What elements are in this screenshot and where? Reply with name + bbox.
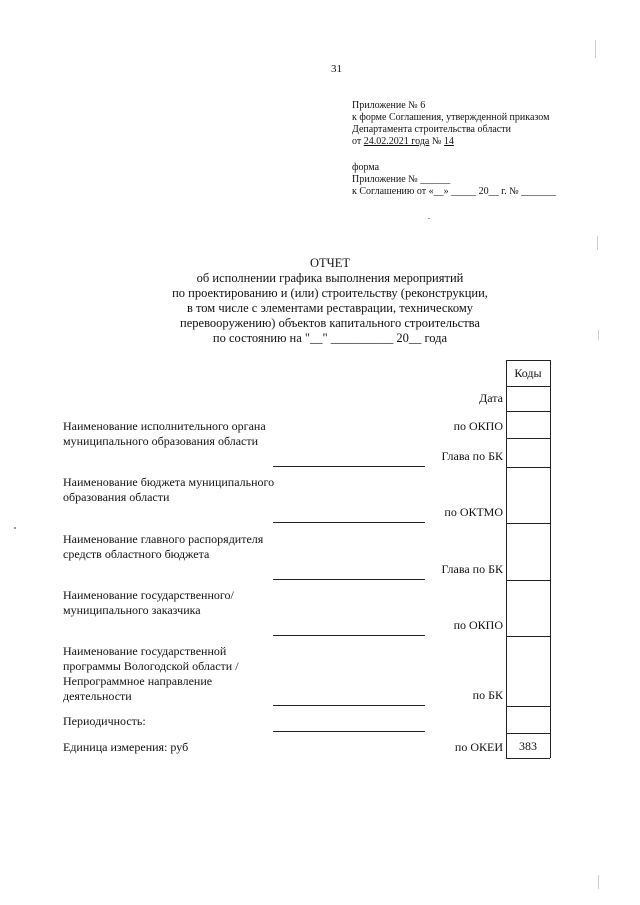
customer-fill-line <box>273 635 425 636</box>
customer-okpo-label: по ОКПО <box>453 618 503 632</box>
codes-top-border <box>506 360 550 361</box>
codes-right-border <box>550 360 551 758</box>
appendix-line: Приложение № 6 <box>352 100 426 111</box>
header-line-3: Департамента строительства области <box>352 124 511 135</box>
codes-left-border <box>506 360 507 758</box>
executor-okpo-label: по ОКПО <box>453 419 503 433</box>
unit-label: Единица измерения: руб <box>63 740 189 754</box>
codes-header: Коды <box>514 366 542 380</box>
codes-divider <box>506 580 550 581</box>
budget-label: Наименование бюджета муниципального образования области <box>63 475 275 504</box>
codes-divider <box>506 467 550 468</box>
title-line-4: в том числе с элементами реставрации, техническому <box>186 301 474 315</box>
agreement-blank: к Соглашению от «__» _____ 20__ г. № _______ <box>352 186 557 197</box>
date-code-label: Дата <box>479 391 503 405</box>
scan-edge-mark <box>598 330 599 340</box>
scan-edge-mark <box>597 236 598 250</box>
unit-okei-label: по ОКЕИ <box>454 740 503 754</box>
header-line-2: к форме Соглашения, утвержденной приказом <box>352 112 550 123</box>
executor-label: Наименование исполнительного органа муниципального образования области <box>63 419 266 448</box>
title-line-1: ОТЧЕТ <box>309 256 351 270</box>
title-line-5: перевооружению) объектов капитального строительства <box>180 316 480 330</box>
codes-divider <box>506 636 550 637</box>
title-line-6: по состоянию на "__" __________ 20__ года <box>212 331 448 345</box>
scan-edge-mark <box>595 40 596 58</box>
page-number: 31 <box>331 63 342 75</box>
appendix-blank: Приложение № ______ <box>352 174 451 185</box>
executor-fill-line <box>273 466 425 467</box>
manager-glava-label: Глава по БК <box>441 562 503 576</box>
periodicity-label: Периодичность: <box>63 714 146 728</box>
title-line-2: об исполнении графика выполнения мероприятий <box>196 271 464 285</box>
executor-glava-label: Глава по БК <box>441 449 503 463</box>
program-label: Наименование государственной программы Вологодской области /Непрограммное направление деятельности <box>63 644 239 703</box>
codes-divider <box>506 733 550 734</box>
budget-fill-line <box>273 522 425 523</box>
budget-oktmo-label: по ОКТМО <box>444 505 503 519</box>
codes-bottom-border <box>506 758 550 759</box>
customer-label: Наименование государственного/муниципального заказчика <box>63 588 234 617</box>
program-fill-line <box>273 705 425 706</box>
manager-label: Наименование главного распорядителя средств областного бюджета <box>63 532 264 561</box>
program-bk-label: по БК <box>472 688 503 702</box>
scan-speck <box>428 218 430 219</box>
okei-value: 383 <box>519 739 537 753</box>
codes-divider <box>506 523 550 524</box>
codes-divider <box>506 386 550 387</box>
form-label: форма <box>352 162 380 173</box>
codes-divider <box>506 438 550 439</box>
header-line-4: от 24.02.2021 года № 14 <box>352 136 454 147</box>
periodicity-fill-line <box>273 731 425 732</box>
codes-divider <box>506 706 550 707</box>
scan-speck <box>14 527 16 529</box>
codes-divider <box>506 411 550 412</box>
manager-fill-line <box>273 579 425 580</box>
title-line-3: по проектированию и (или) строительству (реконструкции, <box>172 286 488 300</box>
scan-edge-mark <box>598 875 599 889</box>
